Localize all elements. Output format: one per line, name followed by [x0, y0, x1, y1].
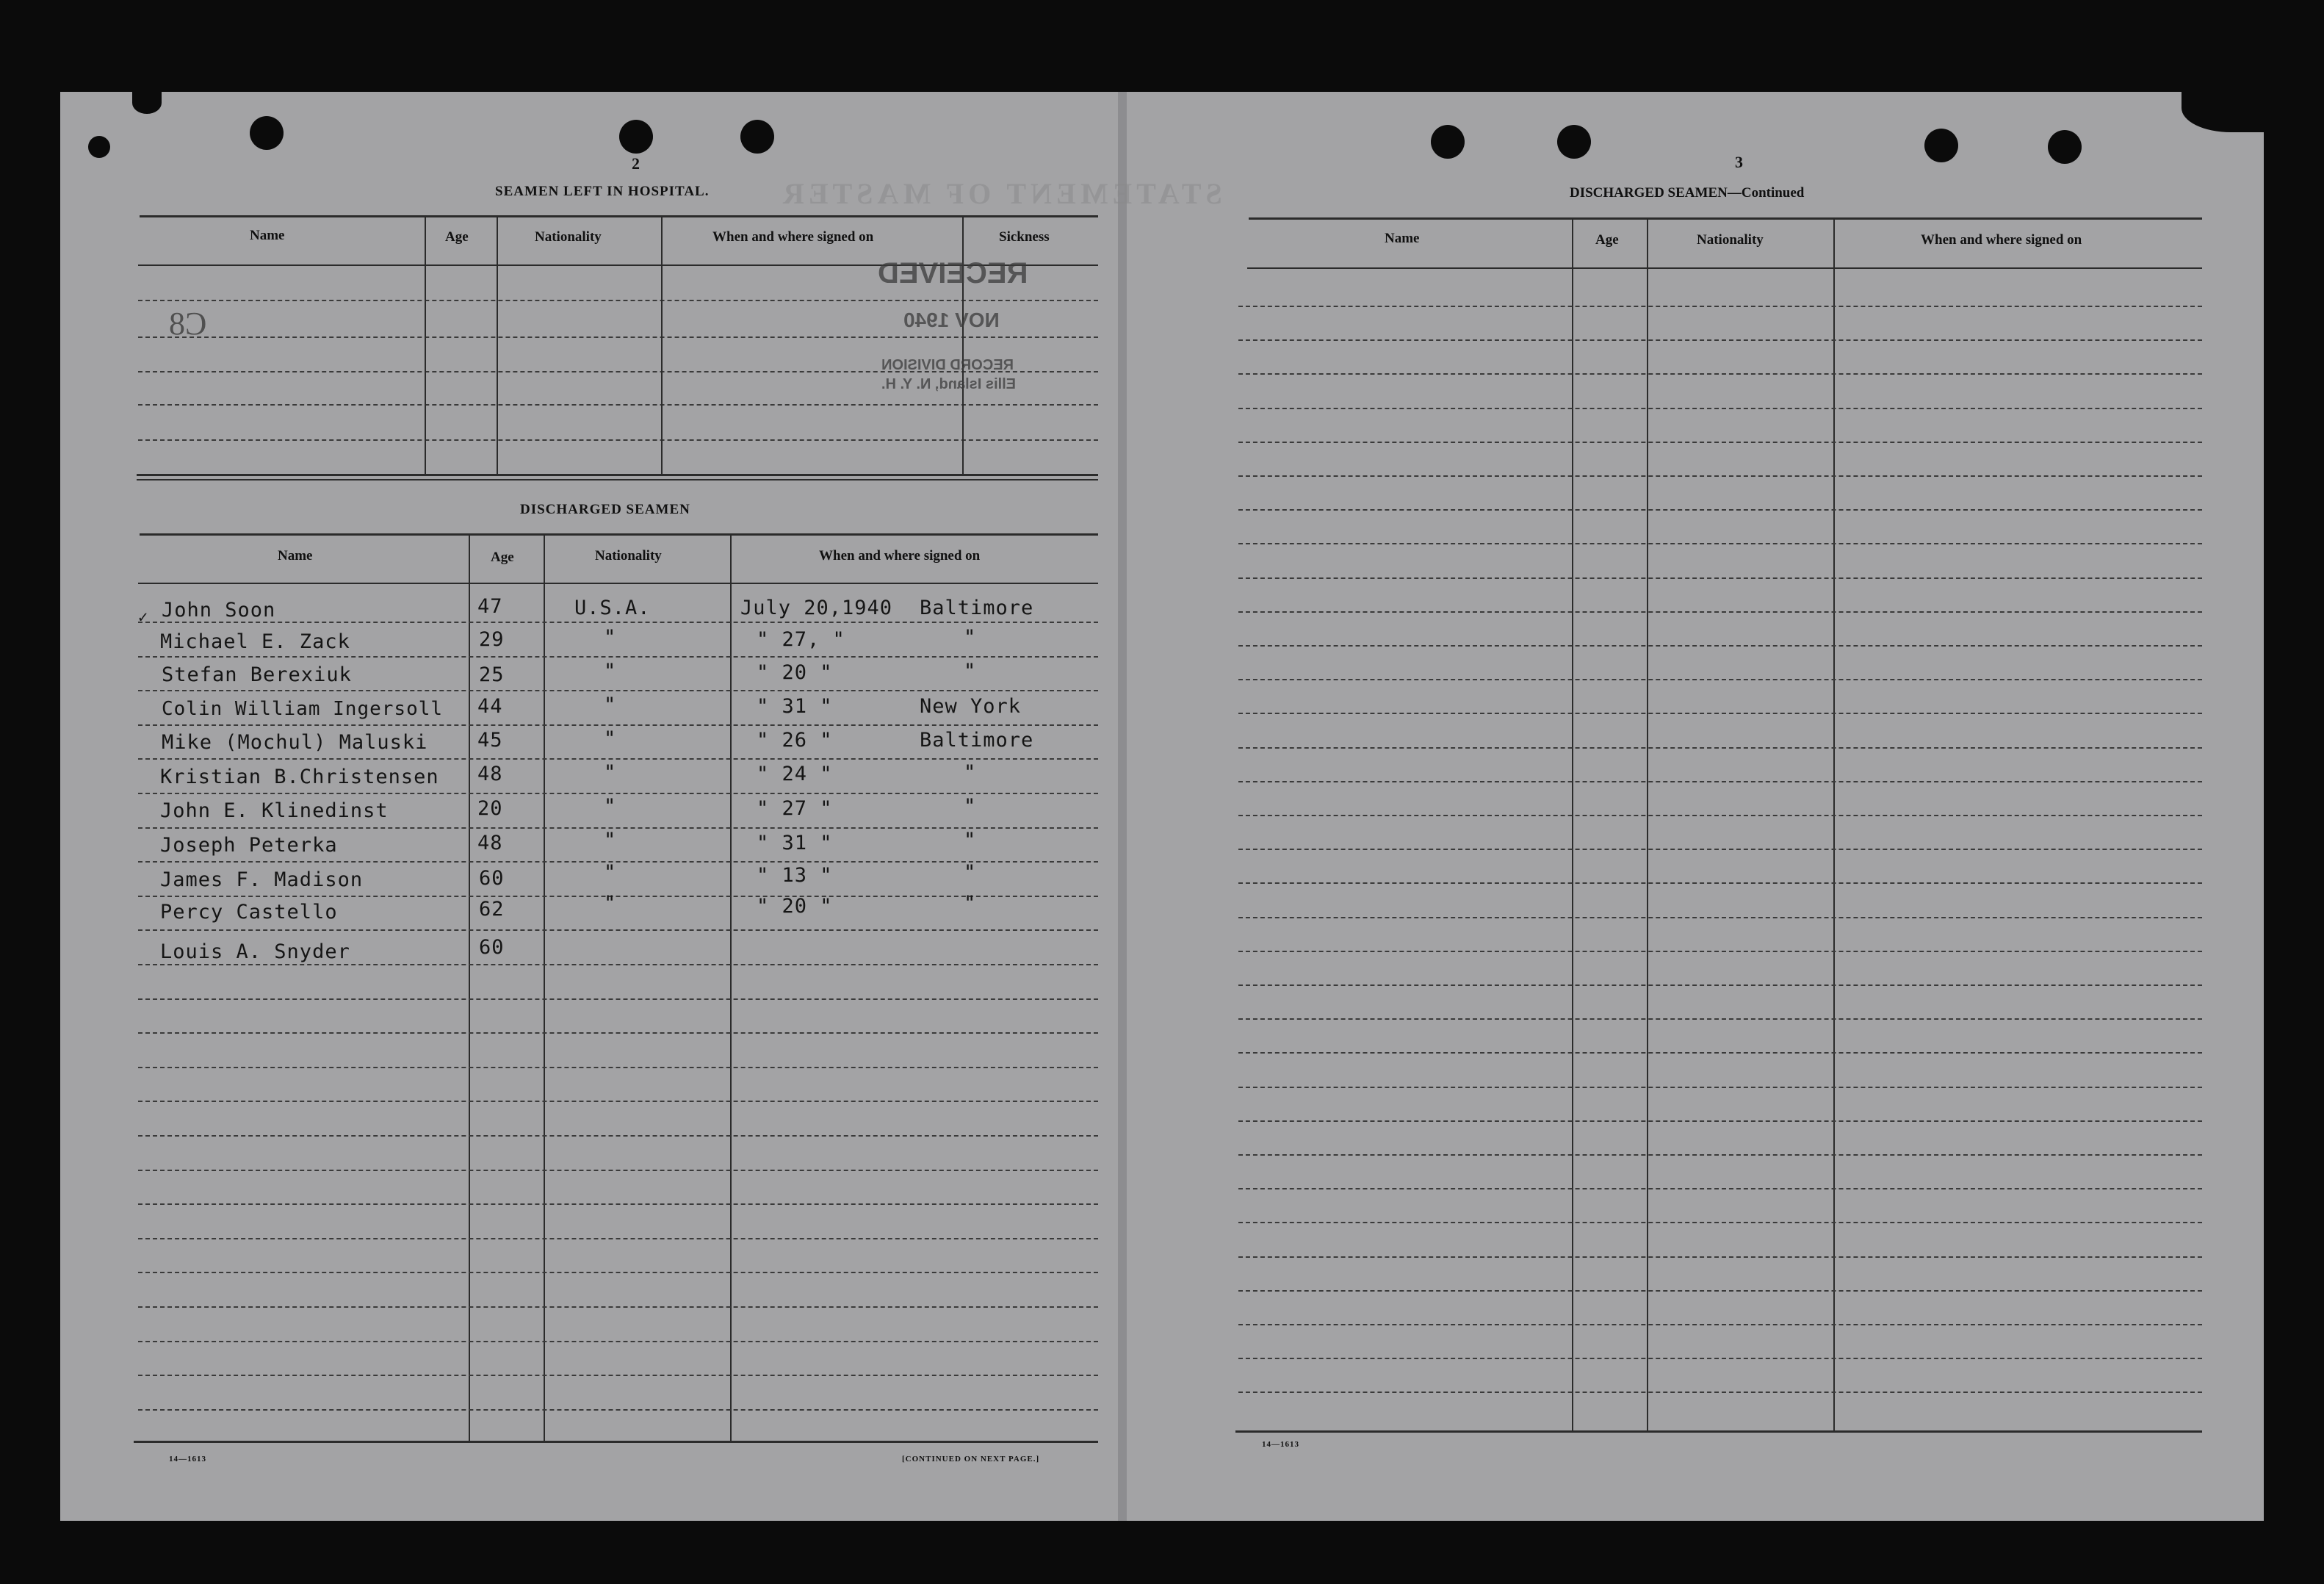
hospital-section-title: SEAMEN LEFT IN HOSPITAL. — [495, 184, 710, 199]
seaman-name: John Soon — [162, 599, 276, 622]
table-row-line — [1238, 408, 2202, 409]
table-row-line — [138, 827, 1098, 829]
signed-on-date: " 20 " — [757, 661, 833, 684]
table-row-line — [138, 1341, 1098, 1342]
signed-on-date: " 27 " — [757, 797, 833, 820]
table-row-line — [1238, 1120, 2202, 1122]
received-stamp-date: NOV 1940 — [903, 309, 1000, 331]
punch-hole — [1431, 125, 1465, 159]
seaman-age: 60 — [479, 936, 505, 959]
table-row-line — [1238, 1018, 2202, 1020]
table-row-line — [138, 896, 1098, 897]
signed-on-date: " 27, " — [757, 628, 845, 651]
seaman-age: 48 — [477, 763, 503, 785]
column-divider — [469, 535, 470, 1441]
signed-on-place: " — [964, 829, 977, 852]
table-row-line — [1238, 1154, 2202, 1156]
table-row-line — [138, 1135, 1098, 1137]
seaman-name: Percy Castello — [160, 901, 338, 924]
punch-hole — [740, 120, 774, 154]
table-row-line — [1238, 781, 2202, 782]
table-rule — [137, 474, 1098, 476]
table-row-line — [138, 1067, 1098, 1068]
table-rule — [1249, 217, 2202, 220]
table-row-line — [1238, 306, 2202, 307]
seaman-name: Mike (Mochul) Maluski — [162, 731, 428, 754]
row-mark: ✓ — [138, 608, 149, 627]
table-row-line — [1238, 577, 2202, 579]
punch-hole — [619, 120, 653, 154]
seaman-name: Colin William Ingersoll — [162, 698, 444, 720]
column-header: Name — [1385, 231, 1420, 246]
column-divider — [425, 217, 426, 475]
signed-on-place: " — [964, 660, 977, 683]
punch-hole — [1924, 129, 1958, 162]
column-header: Age — [1595, 232, 1619, 248]
seaman-name: Stefan Berexiuk — [162, 663, 352, 686]
table-row-line — [138, 1272, 1098, 1273]
seaman-age: 60 — [479, 867, 505, 890]
table-row-line — [1238, 1087, 2202, 1088]
column-divider — [661, 217, 663, 475]
table-row-line — [138, 300, 1098, 301]
table-rule — [138, 583, 1098, 584]
section-title-text: DISCHARGED SEAMEN — [1570, 185, 1728, 201]
seaman-nationality: " — [604, 761, 617, 784]
column-divider — [1647, 219, 1648, 1431]
signed-on-date: " 24 " — [757, 763, 833, 785]
table-row-line — [1238, 882, 2202, 884]
seaman-age: 47 — [477, 595, 503, 618]
column-header: Nationality — [1697, 232, 1764, 248]
table-row-line — [138, 404, 1098, 406]
signed-on-place: " — [964, 795, 977, 818]
signed-on-place: " — [964, 892, 977, 915]
received-stamp: RECEIVED — [878, 257, 1028, 289]
table-row-line — [138, 1032, 1098, 1034]
table-row-line — [1238, 815, 2202, 816]
column-header: Nationality — [535, 229, 602, 245]
column-header: When and where signed on — [712, 229, 874, 245]
seaman-nationality: " — [604, 795, 617, 818]
column-divider — [1833, 219, 1835, 1431]
seaman-nationality: " — [604, 861, 617, 884]
column-header: Name — [250, 228, 285, 243]
table-row-line — [138, 439, 1098, 441]
table-row-line — [138, 758, 1098, 760]
section-title-suffix: —Continued — [1727, 185, 1805, 201]
table-rule — [140, 533, 1098, 536]
table-row-line — [138, 724, 1098, 726]
table-row-line — [1238, 509, 2202, 511]
seaman-name: Joseph Peterka — [160, 834, 338, 857]
seaman-nationality: " — [604, 660, 617, 683]
table-row-line — [138, 1101, 1098, 1102]
page-fold — [1118, 92, 1127, 1521]
table-rule — [137, 479, 1098, 480]
handwritten-mark: C8 — [169, 306, 207, 342]
column-header: Age — [491, 550, 514, 565]
continued-section-title — [1570, 185, 1804, 201]
table-row-line — [138, 1375, 1098, 1376]
signed-on-date: " 20 " — [757, 895, 833, 918]
signed-on-place: " — [964, 861, 977, 884]
punch-hole — [2048, 130, 2082, 164]
table-rule — [1247, 267, 2202, 269]
form-number: 14—1613 — [1262, 1440, 1299, 1449]
table-row-line — [1238, 1052, 2202, 1054]
table-rule — [1235, 1430, 2202, 1433]
table-row-line — [1238, 339, 2202, 341]
column-header: Sickness — [999, 229, 1050, 245]
table-rule — [134, 1441, 1098, 1443]
table-row-line — [1238, 747, 2202, 749]
table-row-line — [138, 1203, 1098, 1205]
table-row-line — [1238, 373, 2202, 375]
table-row-line — [1238, 1358, 2202, 1359]
table-row-line — [1238, 1392, 2202, 1393]
table-row-line — [138, 336, 1098, 338]
page-number: 2 — [632, 154, 640, 173]
seaman-age: 25 — [479, 663, 505, 686]
table-row-line — [138, 998, 1098, 1000]
bleed-through-text: STATEMENT OF MASTER — [779, 177, 1222, 210]
column-divider — [544, 535, 545, 1441]
column-divider — [962, 217, 964, 475]
seaman-age: 44 — [477, 695, 503, 718]
signed-on-place: Baltimore — [920, 597, 1034, 619]
table-row-line — [1238, 543, 2202, 544]
seaman-name: Louis A. Snyder — [160, 940, 350, 963]
seaman-age: 20 — [477, 797, 503, 820]
column-divider — [1572, 219, 1573, 1431]
signed-on-place: New York — [920, 695, 1022, 718]
signed-on-date: July 20,1940 — [740, 597, 893, 619]
signed-on-place: Baltimore — [920, 729, 1034, 752]
table-row-line — [1238, 849, 2202, 850]
table-row-line — [1238, 1222, 2202, 1223]
seaman-name: James F. Madison — [160, 868, 364, 891]
table-row-line — [138, 1238, 1098, 1239]
table-row-line — [1238, 679, 2202, 680]
seaman-nationality: " — [604, 694, 617, 716]
table-row-line — [1238, 713, 2202, 714]
table-row-line — [138, 861, 1098, 863]
column-header: Name — [278, 548, 313, 564]
seaman-age: 62 — [479, 898, 505, 921]
torn-edge — [132, 92, 162, 114]
discharged-section-title: DISCHARGED SEAMEN — [520, 502, 690, 517]
signed-on-place: " — [964, 761, 977, 784]
seaman-name: Kristian B.Christensen — [160, 766, 439, 788]
signed-on-date: " 13 " — [757, 864, 833, 887]
seaman-age: 29 — [479, 628, 505, 651]
signed-on-date: " 31 " — [757, 695, 833, 718]
seaman-age: 45 — [477, 729, 503, 752]
table-row-line — [1238, 611, 2202, 613]
table-row-line — [1238, 951, 2202, 952]
seaman-age: 48 — [477, 832, 503, 854]
page-number: 3 — [1735, 153, 1743, 171]
column-divider — [497, 217, 498, 475]
punch-hole — [250, 116, 284, 150]
column-header: When and where signed on — [1921, 232, 2082, 248]
punch-hole — [1557, 125, 1591, 159]
table-row-line — [1238, 442, 2202, 443]
table-row-line — [138, 793, 1098, 794]
column-header: Age — [445, 229, 469, 245]
received-stamp-location: Ellis Island, N. Y. H. — [881, 376, 1017, 392]
table-row-line — [1238, 1256, 2202, 1258]
table-row-line — [1238, 475, 2202, 477]
table-row-line — [1238, 1188, 2202, 1189]
signed-on-place: " — [964, 626, 977, 649]
seaman-name: Michael E. Zack — [160, 630, 350, 653]
table-row-line — [138, 656, 1098, 658]
table-row-line — [1238, 984, 2202, 986]
column-header: Nationality — [595, 548, 662, 564]
form-number: 14—1613 — [169, 1455, 206, 1464]
table-row-line — [1238, 645, 2202, 647]
table-row-line — [138, 1170, 1098, 1171]
seaman-nationality: " — [604, 626, 617, 649]
continued-note: [CONTINUED ON NEXT PAGE.] — [902, 1455, 1040, 1464]
signed-on-date: " 26 " — [757, 729, 833, 752]
table-row-line — [138, 929, 1098, 931]
signed-on-date: " 31 " — [757, 832, 833, 854]
received-stamp-division: RECORD DIVISION — [881, 357, 1014, 373]
table-row-line — [138, 690, 1098, 691]
seaman-nationality: U.S.A. — [574, 597, 651, 619]
torn-edge — [88, 136, 110, 158]
table-rule — [140, 215, 1098, 217]
seaman-nationality: " — [604, 727, 617, 750]
table-row-line — [138, 964, 1098, 965]
table-row-line — [1238, 1290, 2202, 1292]
column-header: When and where signed on — [819, 548, 981, 564]
table-row-line — [138, 1409, 1098, 1411]
seaman-name: John E. Klinedinst — [160, 799, 389, 822]
table-row-line — [138, 622, 1098, 623]
table-row-line — [1238, 917, 2202, 918]
column-divider — [730, 535, 732, 1441]
table-row-line — [138, 1306, 1098, 1308]
table-row-line — [1238, 1324, 2202, 1325]
seaman-nationality: " — [604, 892, 617, 915]
seaman-nationality: " — [604, 829, 617, 852]
